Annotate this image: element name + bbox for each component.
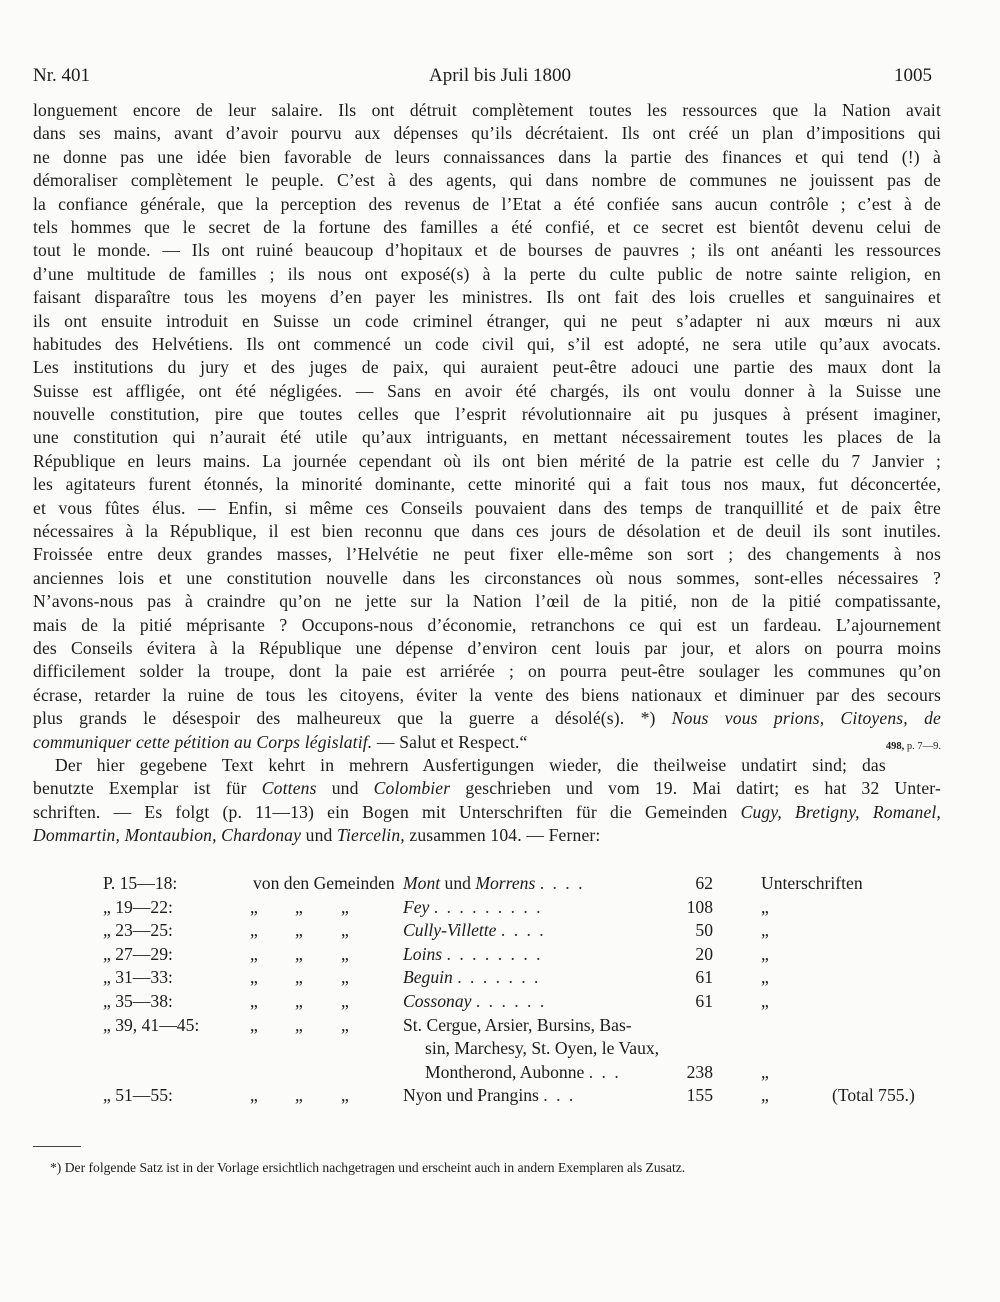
document-number: Nr. 401 (33, 65, 90, 86)
page-range: „ 35—38: (103, 990, 173, 1011)
french-petition-paragraph (33, 99, 941, 707)
ditto-mark: „ (761, 990, 769, 1011)
page-range: „ 27—29: (103, 943, 173, 964)
page-range: „ 31—33: (103, 967, 173, 988)
text-line: Froissée entre deux grandes masses, l’Helvétie ne peut fixer elle-même son sort ; des changements à nos (33, 544, 941, 565)
ditto-mark: „ (341, 1085, 349, 1106)
ditto-mark: „ (341, 943, 349, 964)
text-line: habitudes des Helvétiens. Ils ont commencé un code civil qui, s’il est adopté, ne sera utile qu’aux avocats. (33, 333, 941, 354)
commentary-line: Dommartin, Montaubion, Chardonay und Tiercelin, zusammen 104. — Ferner: (33, 825, 601, 846)
ditto-mark: „ (341, 896, 349, 917)
listing-row: „ 51—55: „ „ „ Nyon und Prangins . . . 155 „ (Total 755.) (103, 1084, 943, 1108)
ditto-mark: „ (250, 896, 258, 917)
text-line: République en leurs mains. La journée cependant où ils ont bien mérité de la patrie est celle du 7 Janvier ; (33, 450, 941, 471)
signature-count: 108 (686, 896, 713, 917)
commentary-line: schriften. — Es folgt (p. 11—13) ein Bogen mit Unterschriften für die Gemeinden Cugy, Bretigny, Romanel, (33, 801, 941, 822)
ditto-mark: „ (295, 943, 303, 964)
ditto-mark: „ (250, 990, 258, 1011)
ditto-mark: „ (250, 1014, 258, 1035)
place-name: Cully-Villette (403, 920, 497, 941)
listing-row: „ 23—25: „ „ „ Cully-Villette . . . . 50 „ (103, 919, 943, 943)
listing-row: „ 39, 41—45: „ „ „ St. Cergue, Arsier, Bursins, Bas- sin, Marchesy, St. Oyen, le Vaux, Montherond, Aubonne . . . 238 „ (103, 1014, 943, 1085)
place-name: Cossonay (403, 990, 472, 1011)
ditto-mark: „ (341, 920, 349, 941)
listing-row: „ 31—33: „ „ „ Beguin . . . . . . . 61 „ (103, 966, 943, 990)
ditto-mark: „ (295, 990, 303, 1011)
signature-total: (Total 755.) (832, 1085, 915, 1106)
text-line: Suisse est affligée, ont été négligées. — Sans en avoir été chargés, ils ont voulu donner à la Suisse une (33, 380, 941, 401)
text-line: ils ont ensuite introduit en Suisse un code criminel étranger, qui ne peut s’adapter ni aux mœurs ni aux (33, 310, 941, 331)
text-line: longuement encore de leur salaire. Ils ont détruit complètement toutes les ressources que la Nation avait (33, 100, 941, 120)
place-name: Fey (403, 896, 430, 917)
text-line: une constitution qui n’aurait été utile qu’aux intriguants, en mettant nécessairement toutes les places de la (33, 427, 941, 448)
ditto-mark: „ (295, 967, 303, 988)
text-line: démoraliser complètement le peuple. C’est à des agents, qui dans nombre de communes ne jouissent pas de (33, 170, 941, 191)
ditto-mark: „ (761, 967, 769, 988)
text-line: d’une multitude de familles ; ils nous ont exposé(s) à la perte du culte public de notre sainte religion, en (33, 263, 941, 284)
signature-listing (103, 872, 943, 1108)
text-line: nécessaires à la République, il est bien reconnu que dans ces jours de désolation et de deuil ils sont inutiles. (33, 521, 941, 542)
main-text (33, 99, 941, 848)
ditto-mark: „ (295, 920, 303, 941)
text-line: ne donne pas une idée bien favorable de leurs connaissances dans la partie des finances et qui tend (!) à (33, 146, 941, 167)
text-line: les agitateurs furent étonnés, la minorité dominante, cette minorité qui a fait tous nos maux, fut déconcertée, (33, 474, 941, 495)
footnote: *) Der folgende Satz ist in der Vorlage ersichtlich nachgetragen und erscheint auch in andern Exemplaren als Zusatz. (50, 1160, 686, 1175)
signature-count: 20 (695, 943, 713, 964)
text-line: tout le monde. — Ils ont ruiné beaucoup d’hopitaux et de bourses de pauvres ; ils ont anéanti les ressources (33, 240, 941, 261)
footnote-rule (33, 1146, 81, 1147)
listing-rows (103, 896, 943, 1014)
commentary-line: benutzte Exemplar ist für Cottens und Colombier geschrieben und vom 19. Mai datirt; es hat 32 Unter- (33, 778, 941, 799)
page-range: „ 19—22: (103, 896, 173, 917)
text-line: difficilement solder la troupe, dont la paie est arriérée ; on pourra peut-être soulager les communes qu’on (33, 661, 941, 682)
text-line: la confiance générale, que la perception des revenus de l’Etat a été confiée sans aucun contrôle ; c’est à de (33, 193, 941, 214)
text-line: et vous fûtes élus. — Enfin, si même ces Conseils pouvaient dans des temps de tranquillité et de paix être (33, 497, 941, 518)
signature-count: 61 (695, 967, 713, 988)
text-line: faisant disparaître tous les moyens d’en payer les ministres. Ils ont fait des lois cruelles et sanguinaires et (33, 287, 941, 308)
ditto-mark: „ (341, 1014, 349, 1035)
commentary-line: Der hier gegebene Text kehrt in mehrern Ausfertigungen wieder, die theilweise undatirt sind; das (55, 754, 886, 775)
ditto-mark: „ (341, 990, 349, 1011)
text-line: Les institutions du jury et des juges de paix, qui auraient peut-être adouci une partie des maux dont la (33, 357, 941, 378)
text-line: anciennes lois et une constitution nouvelle dans les circonstances où nous sommes, sont-elles nécessaires ? (33, 567, 941, 588)
text-line: communiquer cette pétition au Corps législatif. — Salut et Respect.“ 498, p. 7—9. (33, 731, 941, 754)
running-title: April bis Juli 1800 (429, 65, 571, 86)
ditto-mark: „ (761, 896, 769, 917)
ditto-mark: „ (761, 943, 769, 964)
ditto-mark: „ (761, 920, 769, 941)
listing-row: „ 27—29: „ „ „ Loins . . . . . . . . 20 „ (103, 943, 943, 967)
page-range: „ 23—25: (103, 920, 173, 941)
text-line: des Conseils évitera à la République une dépense d’environ cent louis par jour, et alors on pourra moins (33, 637, 941, 658)
ditto-mark: „ (295, 896, 303, 917)
ditto-mark: „ (295, 1014, 303, 1035)
ditto-mark: „ (250, 920, 258, 941)
text-line: mais de la pitié méprisante ? Occupons-nous d’économie, retranchons ce qui est un fardeau. L’ajournement (33, 614, 941, 635)
text-line: écrase, retarder la ruine de tous les citoyens, éviter la vente des biens nationaux et diminuer par des secours (33, 684, 941, 705)
page-number: 1005 (894, 65, 932, 86)
signature-count: 61 (695, 990, 713, 1011)
text-line: tels hommes que le secret de la fortune des familles a été confié, et ce secret est bientôt devenu celui de (33, 216, 941, 237)
text-line: N’avons-nous pas à craindre qu’on ne jette sur la Nation l’œil de la pitié, non de la pitié compatissante, (33, 591, 941, 612)
listing-row: P. 15—18: von den Gemeinden Mont und Morrens . . . . 62 Unterschriften (103, 873, 863, 893)
text-line: nouvelle constitution, pire que toutes celles que l’esprit révolutionnaire ait pu jusques à présent imaginer, (33, 404, 941, 425)
ditto-mark: „ (295, 1085, 303, 1106)
ditto-mark: „ (761, 1061, 769, 1082)
source-reference: 498, p. 7—9. (885, 740, 941, 752)
text-line: dans ses mains, avant d’avoir pourvu aux dépenses qu’ils décrétaient. Ils ont créé un plan d’impositions qui (33, 123, 941, 144)
ditto-mark: „ (250, 1085, 258, 1106)
ditto-mark: „ (250, 943, 258, 964)
listing-row: „ 35—38: „ „ „ Cossonay . . . . . . 61 „ (103, 990, 943, 1014)
text-line: plus grands le désespoir des malheureux que la guerre a désolé(s). *) Nous vous prions, Citoyens, de (33, 708, 941, 729)
ditto-mark: „ (761, 1085, 769, 1106)
listing-row: „ 19—22: „ „ „ Fey . . . . . . . . . 108 „ (103, 896, 943, 920)
place-name: Loins (403, 943, 443, 964)
place-name: Beguin (403, 967, 453, 988)
signature-count: 50 (695, 920, 713, 941)
ditto-mark: „ (250, 967, 258, 988)
ditto-mark: „ (341, 967, 349, 988)
